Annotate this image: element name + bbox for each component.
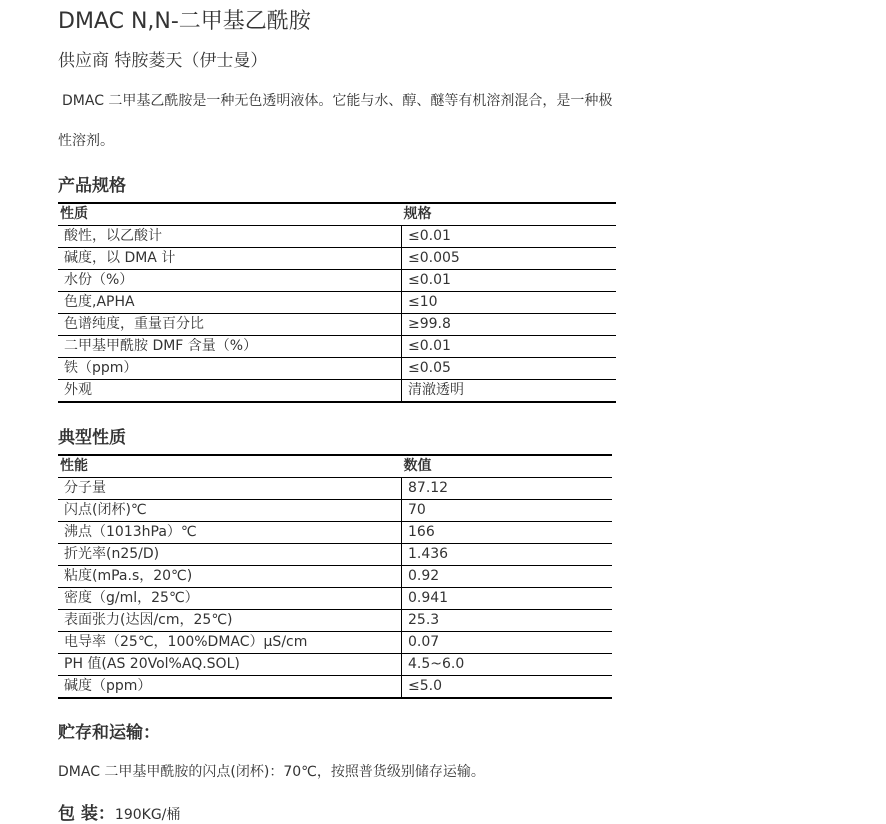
property-row-value: 166: [402, 522, 613, 544]
spec-header-value: 规格: [402, 203, 617, 226]
property-row-property: 沸点（1013hPa）℃: [58, 522, 402, 544]
packaging-value: 190KG/桶: [114, 807, 181, 823]
spec-row: [58, 380, 616, 403]
properties-table-body: [58, 455, 612, 698]
property-row-property: 电导率（25℃，100%DMAC）μS/cm: [58, 632, 402, 654]
properties-header-row: [58, 455, 612, 478]
spec-table: [58, 202, 616, 403]
spec-row-property: 色谱纯度，重量百分比: [58, 314, 402, 336]
storage-heading: 贮存和运输：: [58, 723, 160, 743]
spec-row-value: 清澈透明: [402, 380, 617, 403]
property-row-value: 0.92: [402, 566, 613, 588]
intro-line-1: DMAC 二甲基乙酰胺是一种无色透明液体。它能与水、醇、醚等有机溶剂混合，是一种极: [62, 93, 613, 109]
spec-row: [58, 358, 616, 380]
property-row-property: 分子量: [58, 478, 402, 500]
property-row: [58, 610, 612, 632]
spec-row-property: 碱度，以 DMA 计: [58, 248, 402, 270]
property-row-property: 表面张力(达因/cm，25℃): [58, 610, 402, 632]
property-row-value: 70: [402, 500, 613, 522]
spec-header-row: [58, 203, 616, 226]
spec-header-property: 性质: [58, 203, 402, 226]
property-row-property: 碱度（ppm）: [58, 676, 402, 699]
property-row: [58, 588, 612, 610]
property-row: [58, 522, 612, 544]
property-row-value: 4.5~6.0: [402, 654, 613, 676]
spec-row: [58, 292, 616, 314]
packaging-line: [58, 799, 180, 824]
spec-row-property: 铁（ppm）: [58, 358, 402, 380]
property-row-value: 25.3: [402, 610, 613, 632]
property-row-property: 粘度(mPa.s，20℃): [58, 566, 402, 588]
spec-row: [58, 314, 616, 336]
spec-row: [58, 248, 616, 270]
property-row-value: 0.941: [402, 588, 613, 610]
property-row: [58, 544, 612, 566]
page-title: DMAC N,N-二甲基乙酰胺: [58, 9, 311, 34]
spec-row: [58, 226, 616, 248]
spec-row-property: 水份（%）: [58, 270, 402, 292]
spec-row: [58, 270, 616, 292]
property-row: [58, 632, 612, 654]
storage-text: DMAC 二甲基甲酰胺的闪点(闭杯)：70℃，按照普货级别储存运输。: [58, 764, 485, 780]
intro-line-2: 性溶剂。: [58, 133, 114, 149]
spec-row-value: ≤0.01: [402, 336, 617, 358]
spec-row-value: ≥99.8: [402, 314, 617, 336]
spec-row-property: 酸性，以乙酸计: [58, 226, 402, 248]
property-row-value: 0.07: [402, 632, 613, 654]
spec-row-property: 外观: [58, 380, 402, 403]
properties-table: [58, 454, 612, 699]
spec-row-value: ≤0.05: [402, 358, 617, 380]
property-row-property: 密度（g/ml，25℃）: [58, 588, 402, 610]
spec-row-value: ≤0.01: [402, 226, 617, 248]
property-row: [58, 478, 612, 500]
property-row-property: PH 值(AS 20Vol%AQ.SOL): [58, 654, 402, 676]
spec-row-property: 二甲基甲酰胺 DMF 含量（%）: [58, 336, 402, 358]
spec-table-body: [58, 203, 616, 402]
property-row: [58, 566, 612, 588]
properties-header-value: 数值: [402, 455, 613, 478]
property-row: [58, 500, 612, 522]
property-row-value: 87.12: [402, 478, 613, 500]
property-row-property: 闪点(闭杯)℃: [58, 500, 402, 522]
properties-heading: 典型性质: [58, 428, 126, 448]
spec-heading: 产品规格: [58, 176, 126, 196]
property-row: [58, 676, 612, 699]
supplier-line: 供应商 特胺菱天（伊士曼）: [58, 51, 268, 71]
spec-row-value: ≤10: [402, 292, 617, 314]
property-row-value: ≤5.0: [402, 676, 613, 699]
spec-row-value: ≤0.01: [402, 270, 617, 292]
packaging-label: 包 装：: [58, 804, 115, 824]
property-row-property: 折光率(n25/D): [58, 544, 402, 566]
property-row-value: 1.436: [402, 544, 613, 566]
properties-header-property: 性能: [58, 455, 402, 478]
spec-row: [58, 336, 616, 358]
spec-row-property: 色度,APHA: [58, 292, 402, 314]
spec-row-value: ≤0.005: [402, 248, 617, 270]
property-row: [58, 654, 612, 676]
